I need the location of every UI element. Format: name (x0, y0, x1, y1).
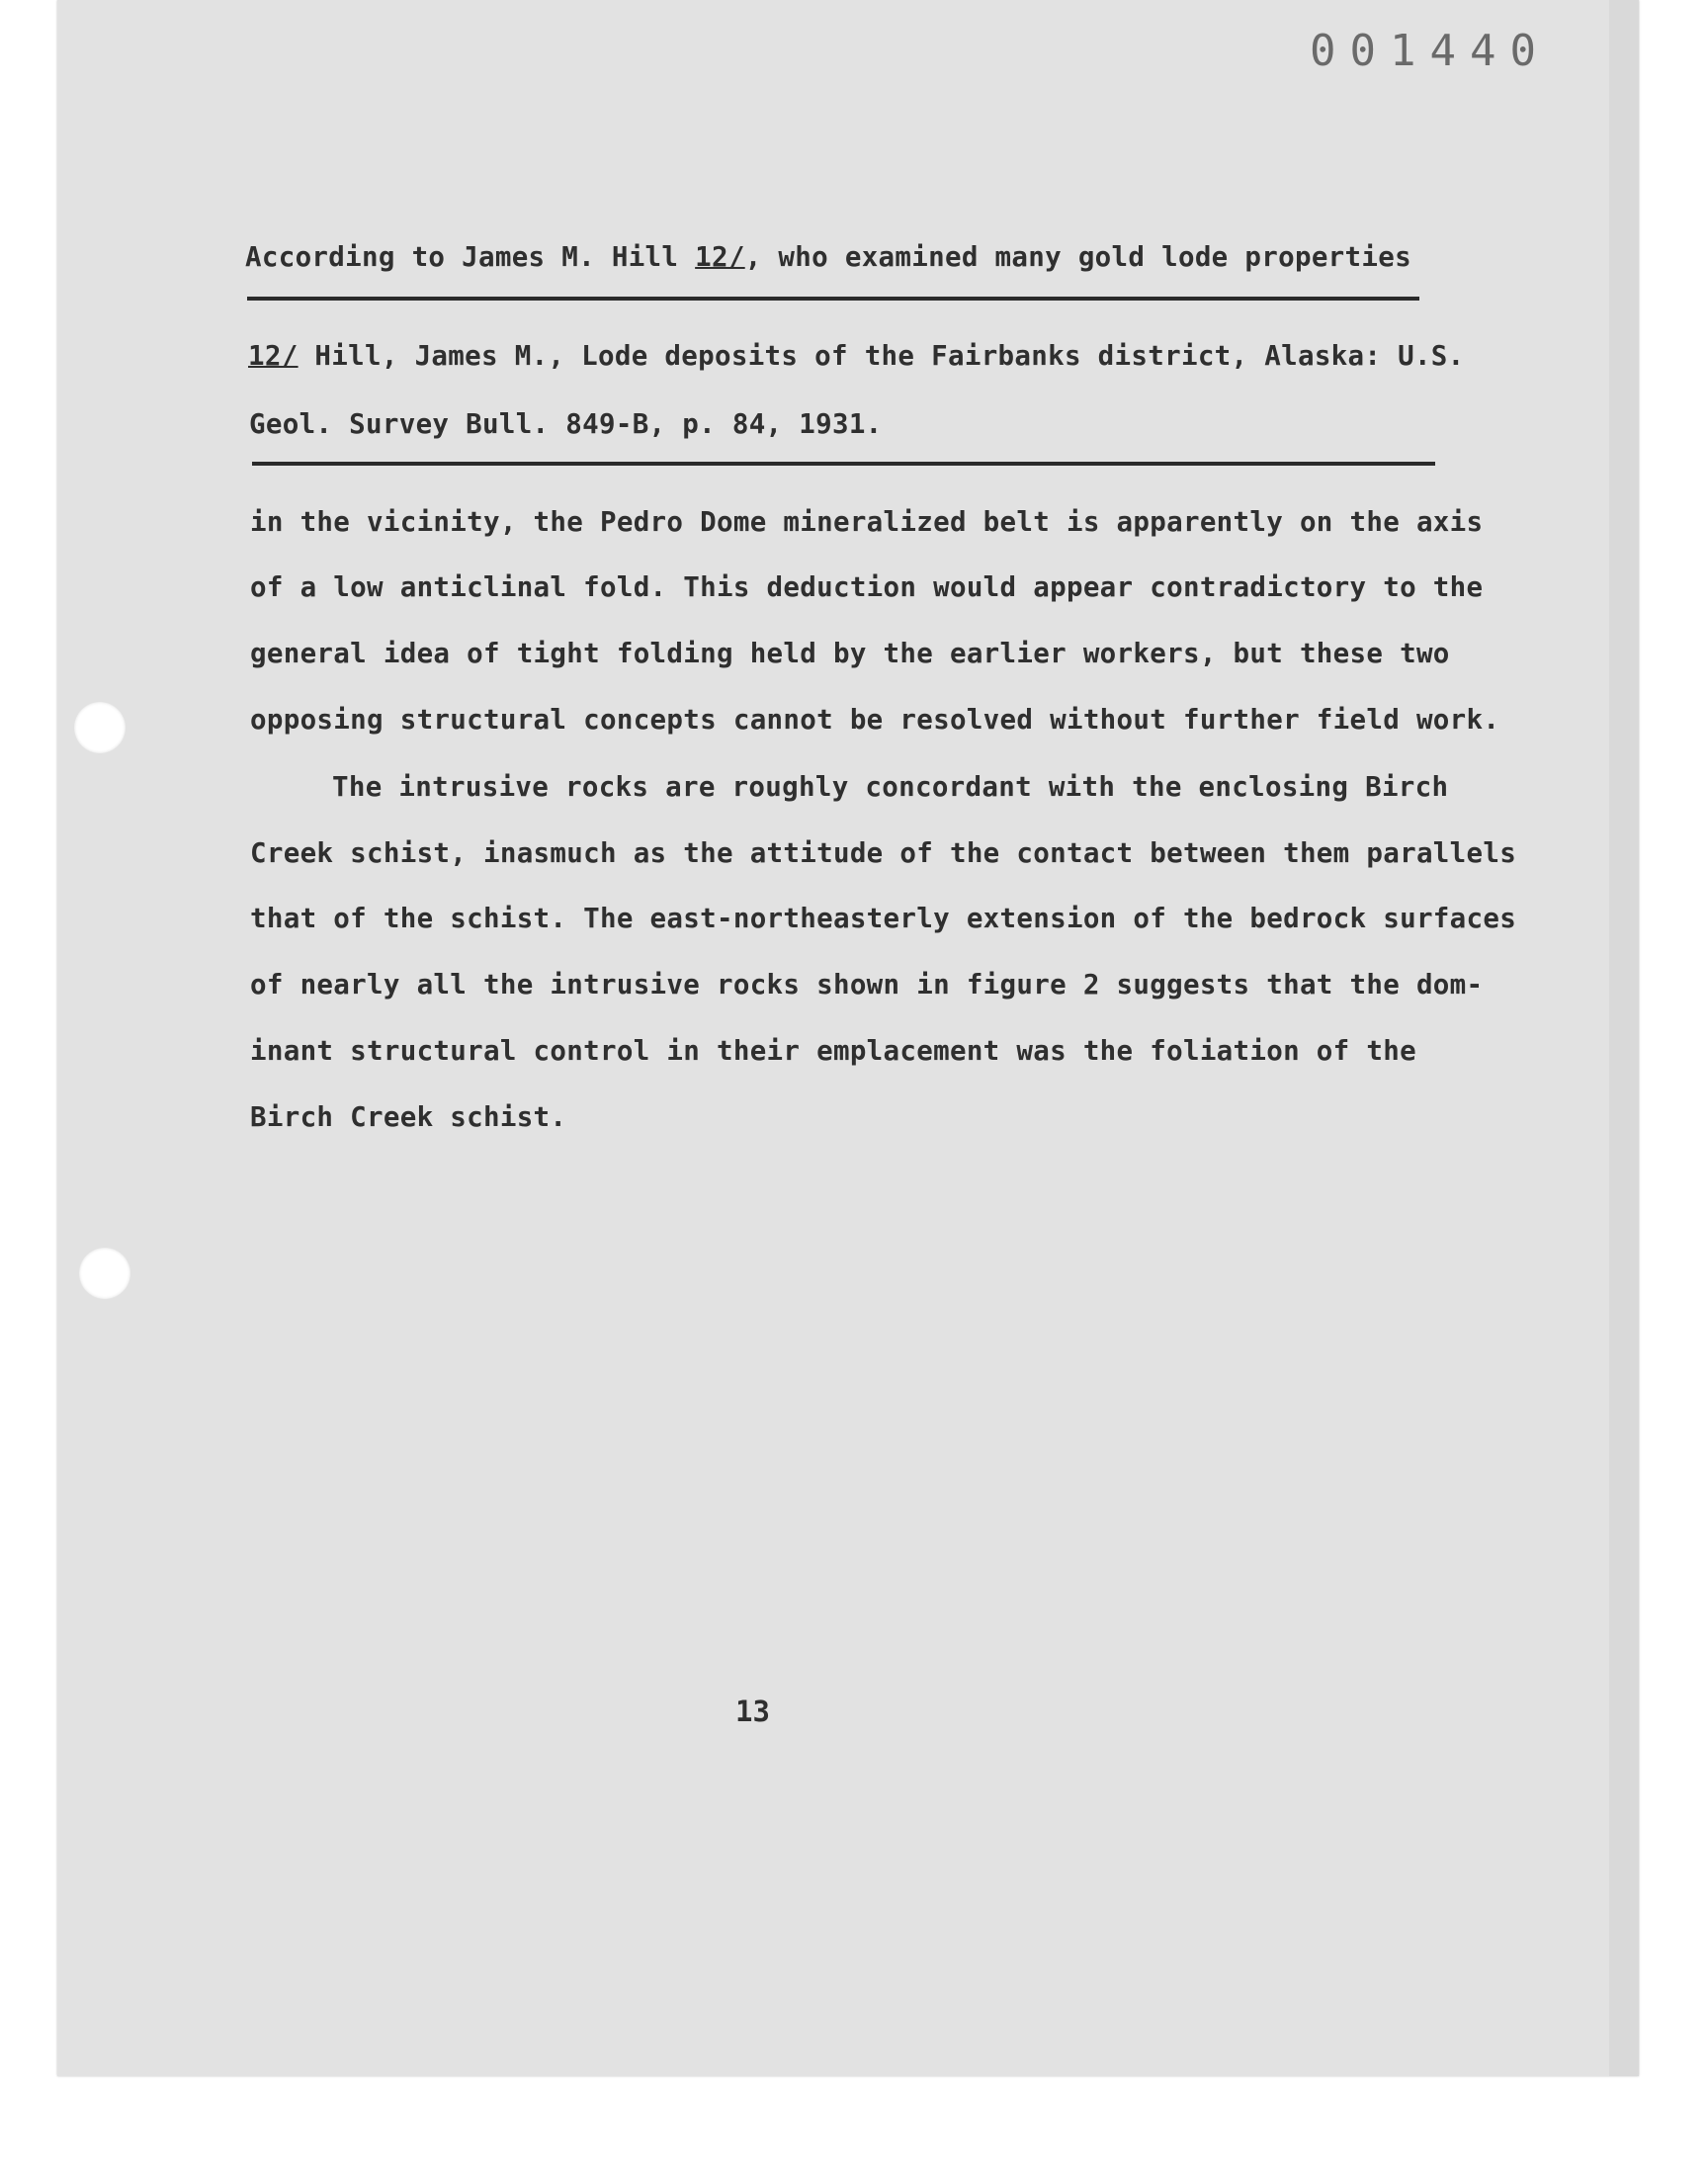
footnote-citation: Hill, James M., Lode deposits of the Fairbanks district, Alaska: U.S. (298, 340, 1465, 372)
intro-line (245, 241, 1411, 273)
paragraph-2-line: Creek schist, inasmuch as the attitude of the contact between them parallels (250, 837, 1517, 869)
punch-hole (74, 702, 126, 753)
paragraph-2-line: inant structural control in their emplacement was the foliation of the (250, 1035, 1416, 1067)
intro-text-before: According to James M. Hill (245, 241, 696, 273)
footnote-reference: 12/ (695, 241, 745, 273)
paragraph-2-line: Birch Creek schist. (250, 1101, 567, 1133)
document-number: 001440 (1310, 26, 1550, 76)
footnote-line-1 (248, 340, 1465, 372)
footnote-marker: 12/ (248, 340, 299, 372)
paragraph-2-line: The intrusive rocks are roughly concordant with the enclosing Birch (332, 771, 1449, 803)
footnote-line-2: Geol. Survey Bull. 849-B, p. 84, 1931. (249, 408, 883, 440)
paragraph-2-line: that of the schist. The east-northeasterly extension of the bedrock surfaces (250, 903, 1517, 934)
paragraph-2-line: of nearly all the intrusive rocks shown in figure 2 suggests that the dom- (250, 969, 1484, 1000)
paragraph-1-line: general idea of tight folding held by the earlier workers, but these two (250, 638, 1450, 669)
punch-hole (79, 1248, 130, 1299)
paragraph-1-line: opposing structural concepts cannot be resolved without further field work. (250, 704, 1500, 736)
paragraph-1-line: in the vicinity, the Pedro Dome mineralized belt is apparently on the axis (250, 506, 1484, 538)
footnote-bottom-rule (252, 462, 1435, 466)
page-number: 13 (735, 1695, 770, 1728)
intro-text-after: , who examined many gold lode properties (744, 241, 1411, 273)
paragraph-1-line: of a low anticlinal fold. This deduction would appear contradictory to the (250, 571, 1484, 603)
footnote-top-rule (247, 297, 1419, 301)
